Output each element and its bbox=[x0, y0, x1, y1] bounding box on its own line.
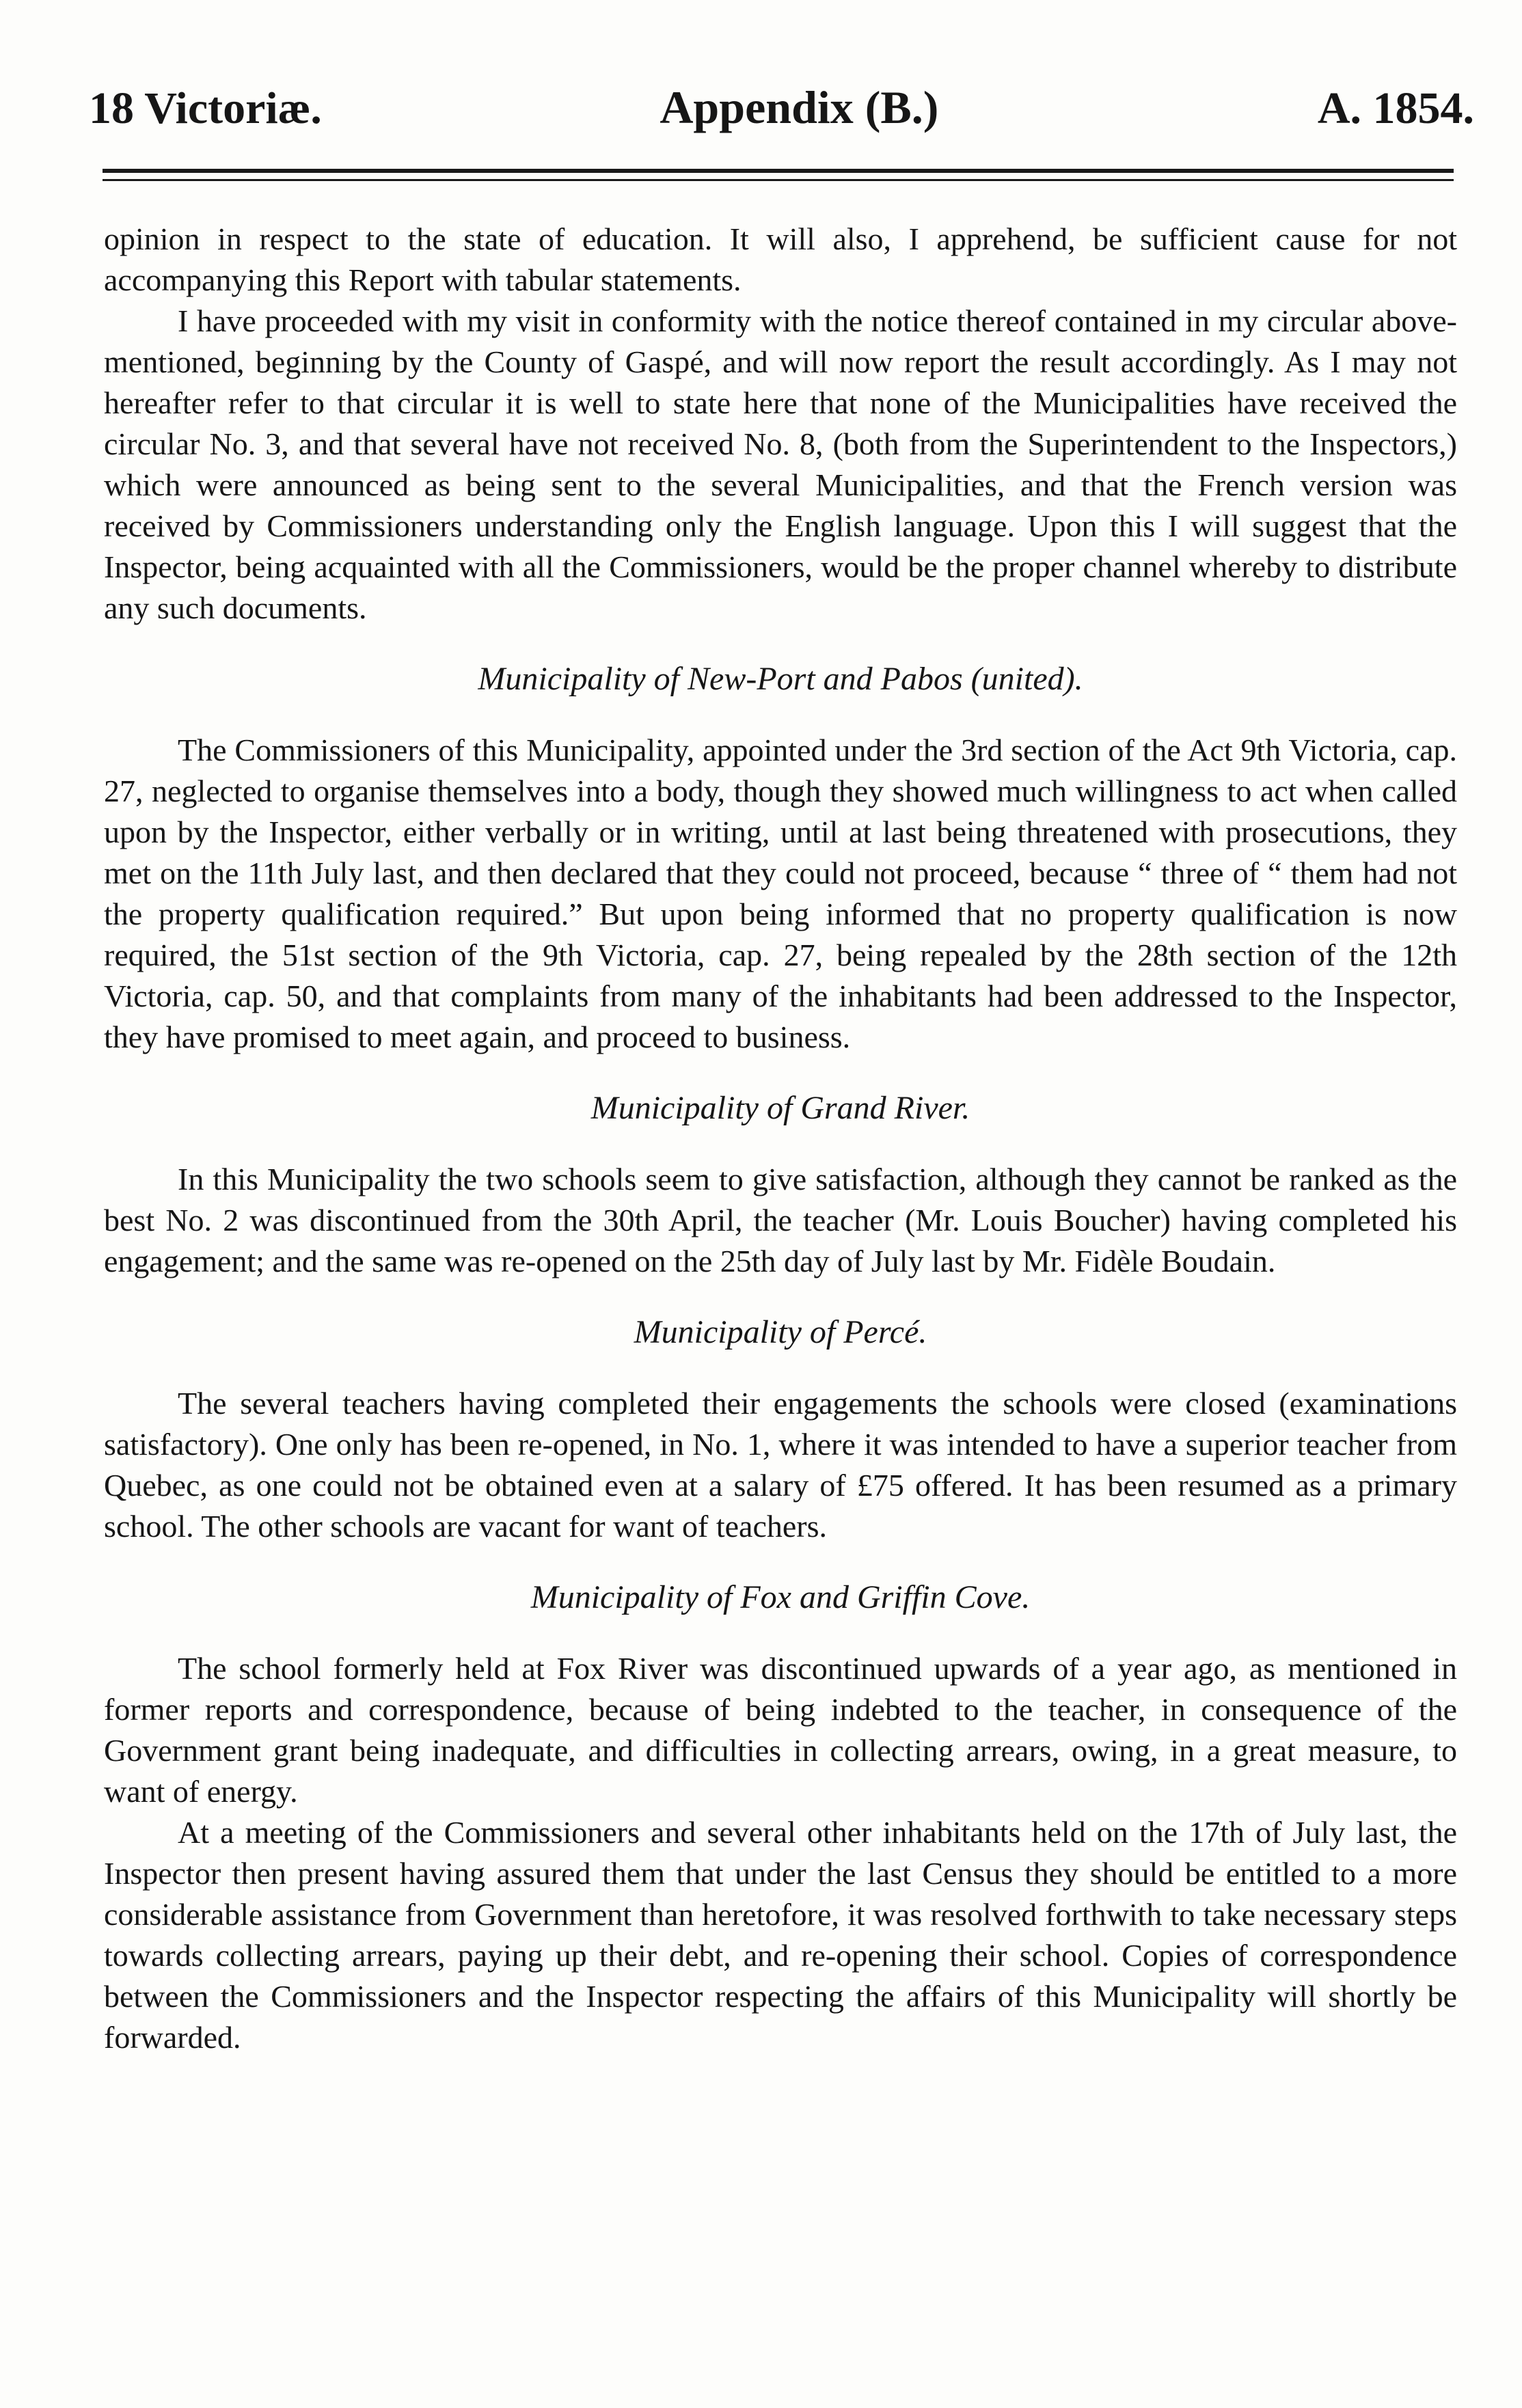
header-appendix: Appendix (B.) bbox=[660, 81, 939, 133]
paragraph-perce: The several teachers having completed their engagements the schools were closed (examinations satisfactory). One only has been re-opened, in No. 1, where it was intended to have a superior teacher from Quebec, as one could not be obtained even at a salary of £75 offered. It has been resumed as a primary school. The other schools are vacant for want of teachers. bbox=[104, 1386, 1457, 1544]
section-heading-fox-griffin: Municipality of Fox and Griffin Cove. bbox=[530, 1579, 1031, 1615]
paragraph-visit: I have proceeded with my visit in conformity with the notice thereof contained in my circular above-mentioned, beginning by the County of Gaspé, and will now report the result accordingly. As I may not hereafter refer to that circular it is well to state here that none of the Municipalities have received the circular No. 3, and that several have not received No. 8, (both from the Superintendent to the Inspectors,) which were announced as being sent to the several Municipalities, and that the French version was received by Commissioners understanding only the English language. Upon this I will suggest that the Inspector, being acquainted with all the Commissioners, would be the proper channel whereby to distribute any such documents. bbox=[104, 303, 1457, 625]
paragraph-meeting: At a meeting of the Commissioners and several other inhabitants held on the 17th of July last, the Inspector then present having assured them that under the last Census they should be entitled to a more considerable assistance from Government than heretofore, it was resolved forthwith to take necessary steps towards collecting arrears, paying up their debt, and re-opening their school. Copies of correspondence between the Commissioners and the Inspector respecting the affairs of this Municipality will shortly be forwarded. bbox=[104, 1815, 1457, 2055]
document-body bbox=[104, 219, 1457, 2058]
paragraph-fox-river: The school formerly held at Fox River was discontinued upwards of a year ago, as mentioned in former reports and correspondence, because of being indebted to the teacher, in consequence of the Government grant being inadequate, and difficulties in collecting arrears, owing, in a great measure, to want of energy. bbox=[104, 1651, 1457, 1809]
header-rule-thin bbox=[103, 179, 1454, 181]
header-year: A. 1854. bbox=[1317, 83, 1474, 133]
paragraph-grand-river: In this Municipality the two schools seem to give satisfaction, although they cannot be ranked as the best No. 2 was discontinued from the 30th April, the teacher (Mr. Louis Boucher) having completed his engagement; and the same was re-opened on the 25th day of July last by Mr. Fidèle Boudain. bbox=[104, 1162, 1457, 1278]
paragraph-continued: opinion in respect to the state of education. It will also, I apprehend, be sufficient cause for not accompanying this Report with tabular statements. bbox=[104, 221, 1457, 297]
header-rule-thick bbox=[103, 169, 1454, 173]
section-heading-grand-river: Municipality of Grand River. bbox=[590, 1090, 970, 1126]
header-volume: 18 Victoriæ. bbox=[89, 83, 322, 133]
section-heading-newport-pabos: Municipality of New-Port and Pabos (united). bbox=[478, 661, 1083, 697]
running-header bbox=[89, 81, 1474, 149]
section-heading-perce: Municipality of Percé. bbox=[634, 1314, 927, 1350]
paragraph-newport-pabos: The Commissioners of this Municipality, appointed under the 3rd section of the Act 9th Victoria, cap. 27, neglected to organise themselves into a body, though they showed much willingness to act when called upon by the Inspector, either verbally or in writing, until at last being threatened with prosecutions, they met on the 11th July last, and then declared that they could not proceed, because “ three of “ them had not the property qualification required.” But upon being informed that no property qualification is now required, the 51st section of the 9th Victoria, cap. 27, being repealed by the 28th section of the 12th Victoria, cap. 50, and that complaints from many of the inhabitants had been addressed to the Inspector, they have promised to meet again, and proceed to business. bbox=[104, 733, 1457, 1054]
